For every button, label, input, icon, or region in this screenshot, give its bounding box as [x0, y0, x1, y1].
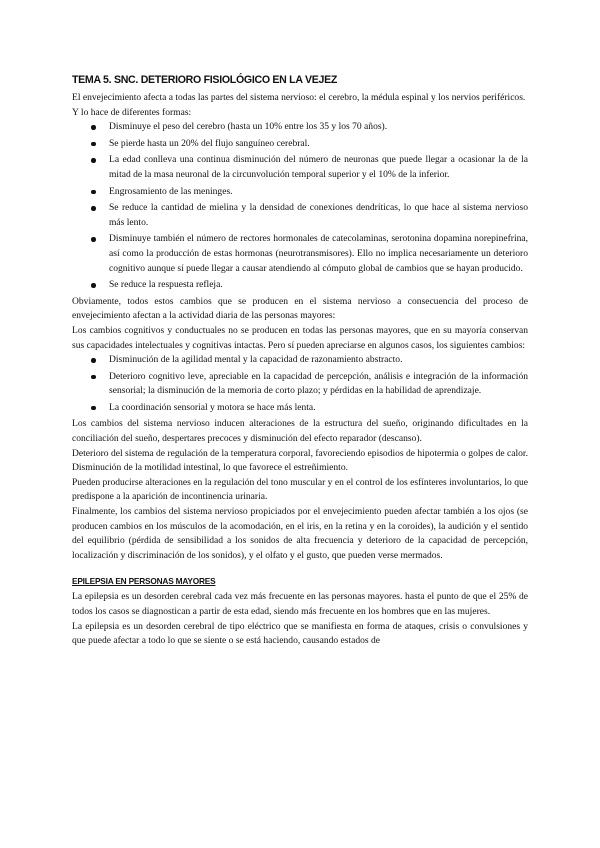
- list-item: Disminuye también el número de rectores hormonales de catecolaminas, serotonina dopamina norepinefrina, así como la producción de estas hormonas (neurotransmisores). Ello no implica necesariamente un deterioro cognitivo aunque sí puede llegar a causar atendiendo al cómputo global de cambios que se hayan producido.: [109, 232, 528, 276]
- bullet-icon: [91, 237, 96, 242]
- forms-intro-paragraph: Y lo hace de diferentes formas:: [72, 106, 192, 118]
- bullet-icon: [91, 358, 96, 363]
- forms-list: [72, 120, 528, 293]
- epilepsy-paragraph-2: La epilepsia es un desorden cerebral de tipo eléctrico que se manifiesta en forma de ataques, crisis o convulsiones y que puede afectar a todo lo que se siente o se está haciendo, causando estados de: [72, 620, 528, 647]
- intro-paragraph: El envejecimiento afecta a todas las partes del sistema nervioso: el cerebro, la médula espinal y los nervios periféricos.: [72, 92, 526, 103]
- list-item: Se reduce la respuesta refleja.: [109, 278, 528, 293]
- document-body: [72, 72, 528, 649]
- muscle-paragraph: Pueden producirse alteraciones en la regulación del tono muscular y en el control de los esfínteres involuntarios, lo que predispone a la aparición de incontinencia urinaria.: [72, 476, 528, 503]
- epilepsy-heading: EPILEPSIA EN PERSONAS MAYORES: [72, 576, 216, 587]
- list-item: Engrosamiento de las meninges.: [109, 185, 528, 200]
- intestinal-paragraph: Disminución de la motilidad intestinal, lo que favorece el estreñimiento.: [72, 462, 348, 474]
- bullet-icon: [91, 406, 96, 411]
- list-item: Se pierde hasta un 20% del flujo sanguíneo cerebral.: [109, 137, 528, 152]
- list-item: Disminución de la agilidad mental y la capacidad de razonamiento abstracto.: [109, 353, 528, 368]
- changes-list: [72, 353, 528, 415]
- list-item: La coordinación sensorial y motora se hace más lenta.: [109, 401, 528, 416]
- list-item: La edad conlleva una continua disminución del número de neuronas que puede llegar a ocasionar la de la mitad de la masa neuronal de la circunvolución temporal superior y el 10% de la inferior.: [109, 153, 528, 182]
- epilepsy-paragraph-1: La epilepsia es un desorden cerebral cada vez más frecuente en las personas mayores. hasta el punto de que el 25% de todos los casos se diagnostican a partir de esta edad, siendo más frecuente en los hombres que en las mujeres.: [72, 591, 528, 617]
- finally-paragraph: Finalmente, los cambios del sistema nervioso propiciados por el envejecimiento pueden afectar también a los ojos (se producen cambios en los músculos de la acomodación, en el iris, en la retina y en la coroides), la audición y el sentido del equilibrio (pérdida de sensibilidad a los sonidos de alta frecuencia y deterioro de la capacidad de percepción, localización y discriminación de los sonidos), y el olfato y el gusto, que pueden verse mermados.: [72, 506, 528, 561]
- temperature-paragraph: Deterioro del sistema de regulación de la temperatura corporal, favoreciendo episodios de hipotermia o golpes de calor.: [72, 447, 528, 459]
- page-title: TEMA 5. SNC. DETERIORO FISIOLÓGICO EN LA VEJEZ: [72, 74, 337, 86]
- bullet-icon: [91, 283, 96, 288]
- obviously-paragraph: Obviamente, todos estos cambios que se producen en el sistema nervioso a consecuencia del proceso de envejecimiento afectan a la actividad diaria de las personas mayores:: [72, 295, 528, 322]
- bullet-icon: [91, 190, 96, 195]
- bullet-icon: [91, 125, 96, 130]
- section-gap: [72, 563, 528, 575]
- bullet-icon: [91, 158, 96, 163]
- sleep-paragraph: Los cambios del sistema nervioso inducen alteraciones de la estructura del sueño, originando dificultades en la conciliación del sueño, despertares precoces y disminución del efecto reparador (descanso).: [72, 418, 528, 445]
- bullet-icon: [91, 375, 96, 380]
- list-item: Deterioro cognitivo leve, apreciable en la capacidad de percepción, análisis e integración de la información sensorial; la disminución de la memoria de corto plazo; y pérdidas en la habilidad de aprendizaje.: [109, 370, 528, 399]
- bullet-icon: [91, 142, 96, 147]
- cognitive-paragraph: Los cambios cognitivos y conductuales no se producen en todas las personas mayores, que en su mayoría conservan sus capacidades intelectuales y cognitivas intactas. Pero sí pueden apreciarse en algunos casos, los siguientes cambios:: [72, 324, 528, 351]
- list-item: Disminuye el peso del cerebro (hasta un 10% entre los 35 y los 70 años).: [109, 120, 528, 135]
- bullet-icon: [91, 206, 96, 211]
- list-item: Se reduce la cantidad de mielina y la densidad de conexiones dendríticas, lo que hace al sistema nervioso más lento.: [109, 201, 528, 230]
